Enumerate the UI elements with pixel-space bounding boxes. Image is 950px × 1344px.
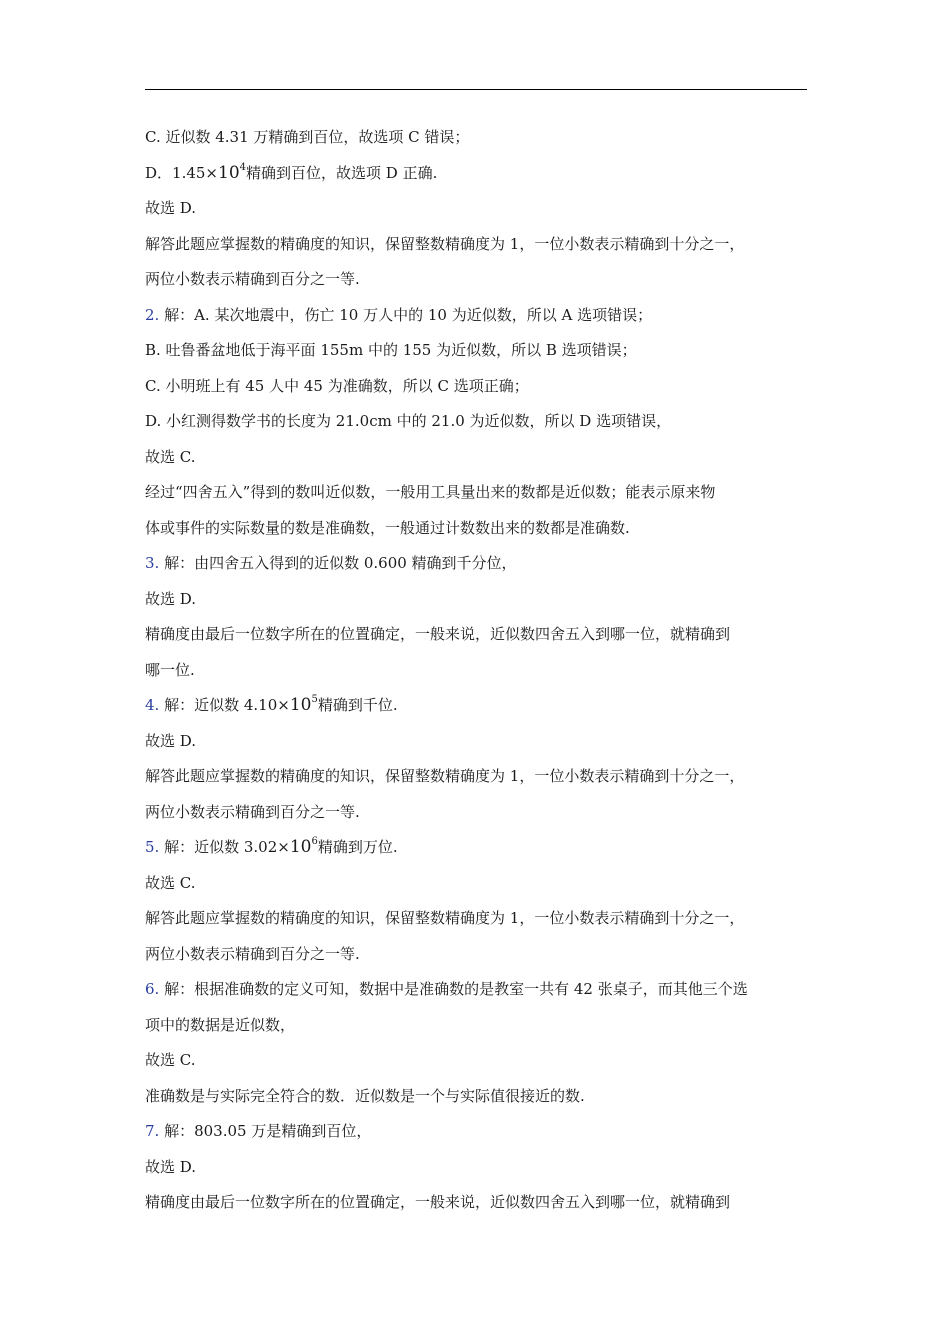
line-text: 解：近似数 3.02× <box>159 838 290 856</box>
text-line <box>145 227 817 263</box>
text-line <box>145 830 817 866</box>
line-text: 故选 C. <box>145 873 196 892</box>
text-line <box>145 369 817 405</box>
question-number: 5. <box>145 838 160 856</box>
question-number: 2. <box>145 305 160 324</box>
text-line <box>145 724 817 760</box>
text-line <box>145 475 817 511</box>
text-line <box>145 1150 817 1186</box>
text-line <box>145 866 817 902</box>
line-text: 精确到万位. <box>317 838 398 856</box>
question-number: 4. <box>145 696 160 714</box>
line-text: 解：由四舍五入得到的近似数 0.600 精确到千分位， <box>159 554 517 572</box>
power-exponent: 5 <box>311 694 318 705</box>
line-text: 解答此题应掌握数的精确度的知识，保留整数精确度为 1，一位小数表示精确到十分之一， <box>145 909 745 927</box>
text-line <box>145 937 817 973</box>
line-text: 解：根据准确数的定义可知，数据中是准确数的是教室一共有 42 张桌子，而其他三个选 <box>159 980 748 998</box>
text-line <box>145 972 817 1008</box>
text-line <box>145 617 817 653</box>
text-line <box>145 546 817 582</box>
text-line <box>145 156 817 192</box>
text-line <box>145 1185 817 1221</box>
line-text: 准确数是与实际完全符合的数．近似数是一个与实际值很接近的数. <box>145 1086 585 1105</box>
line-text: 两位小数表示精确到百分之一等. <box>145 802 360 821</box>
question-number: 7. <box>145 1122 160 1140</box>
line-text: 两位小数表示精确到百分之一等. <box>145 270 360 288</box>
header-rule <box>145 89 807 90</box>
line-text: 精确到百位，故选项 D 正确. <box>246 163 438 182</box>
power-exponent: 4 <box>239 161 247 173</box>
line-text: 体或事件的实际数量的数是准确数，一般通过计数数出来的数都是准确数. <box>145 518 630 537</box>
text-line <box>145 511 817 547</box>
text-line <box>145 440 817 476</box>
line-text: 精确到千位. <box>317 696 398 714</box>
line-text: 解：A. 某次地震中，伤亡 10 万人中的 10 为近似数，所以 A 选项错误； <box>159 305 653 324</box>
text-line <box>145 298 817 334</box>
text-line <box>145 262 817 298</box>
text-line <box>145 1043 817 1079</box>
line-text: 故选 D. <box>145 731 197 750</box>
power-base: 10 <box>289 695 312 715</box>
text-line <box>145 120 817 156</box>
text-line <box>145 795 817 831</box>
line-text: 解答此题应掌握数的精确度的知识，保留整数精确度为 1，一位小数表示精确到十分之一， <box>145 234 745 253</box>
text-line <box>145 191 817 227</box>
text-line <box>145 333 817 369</box>
line-text: 故选 C. <box>145 447 196 466</box>
text-line <box>145 582 817 618</box>
document-body <box>145 120 817 1221</box>
line-text: 解：803.05 万是精确到百位， <box>159 1122 372 1140</box>
power-base: 10 <box>289 837 312 857</box>
line-text: 故选 D. <box>145 1157 197 1176</box>
line-text: 解答此题应掌握数的精确度的知识，保留整数精确度为 1，一位小数表示精确到十分之一， <box>145 767 745 785</box>
line-text: C. 近似数 4.31 万精确到百位，故选项 C 错误； <box>145 128 470 146</box>
question-number: 6. <box>145 980 160 998</box>
text-line <box>145 901 817 937</box>
power-base: 10 <box>218 162 240 183</box>
text-line <box>145 759 817 795</box>
text-line <box>145 688 817 724</box>
line-text: 故选 D. <box>145 589 197 608</box>
line-text: B. 吐鲁番盆地低于海平面 155m 中的 155 为近似数，所以 B 选项错误； <box>145 341 637 359</box>
text-line <box>145 404 817 440</box>
text-line <box>145 653 817 689</box>
line-text: 精确度由最后一位数字所在的位置确定，一般来说，近似数四舍五入到哪一位，就精确到 <box>145 625 731 643</box>
line-text: C. 小明班上有 45 人中 45 为准确数，所以 C 选项正确； <box>145 376 529 395</box>
line-text: 两位小数表示精确到百分之一等. <box>145 944 360 963</box>
line-text: 项中的数据是近似数， <box>145 1015 296 1034</box>
line-text: D. 小红测得数学书的长度为 21.0cm 中的 21.0 为近似数，所以 D 选项错误， <box>145 412 672 430</box>
power-exponent: 6 <box>311 836 318 847</box>
line-text: 经过“四舍五入”得到的数叫近似数，一般用工具量出来的数都是近似数；能表示原来物 <box>145 483 716 501</box>
line-text: 解：近似数 4.10× <box>159 696 290 714</box>
line-text: 精确度由最后一位数字所在的位置确定，一般来说，近似数四舍五入到哪一位，就精确到 <box>145 1193 731 1211</box>
text-line <box>145 1079 817 1115</box>
text-line <box>145 1008 817 1044</box>
text-line <box>145 1114 817 1150</box>
line-text: 故选 C. <box>145 1051 196 1069</box>
line-text: 故选 D. <box>145 199 197 217</box>
question-number: 3. <box>145 554 160 572</box>
line-text: D．1.45× <box>145 163 218 182</box>
line-text: 哪一位. <box>145 660 195 679</box>
